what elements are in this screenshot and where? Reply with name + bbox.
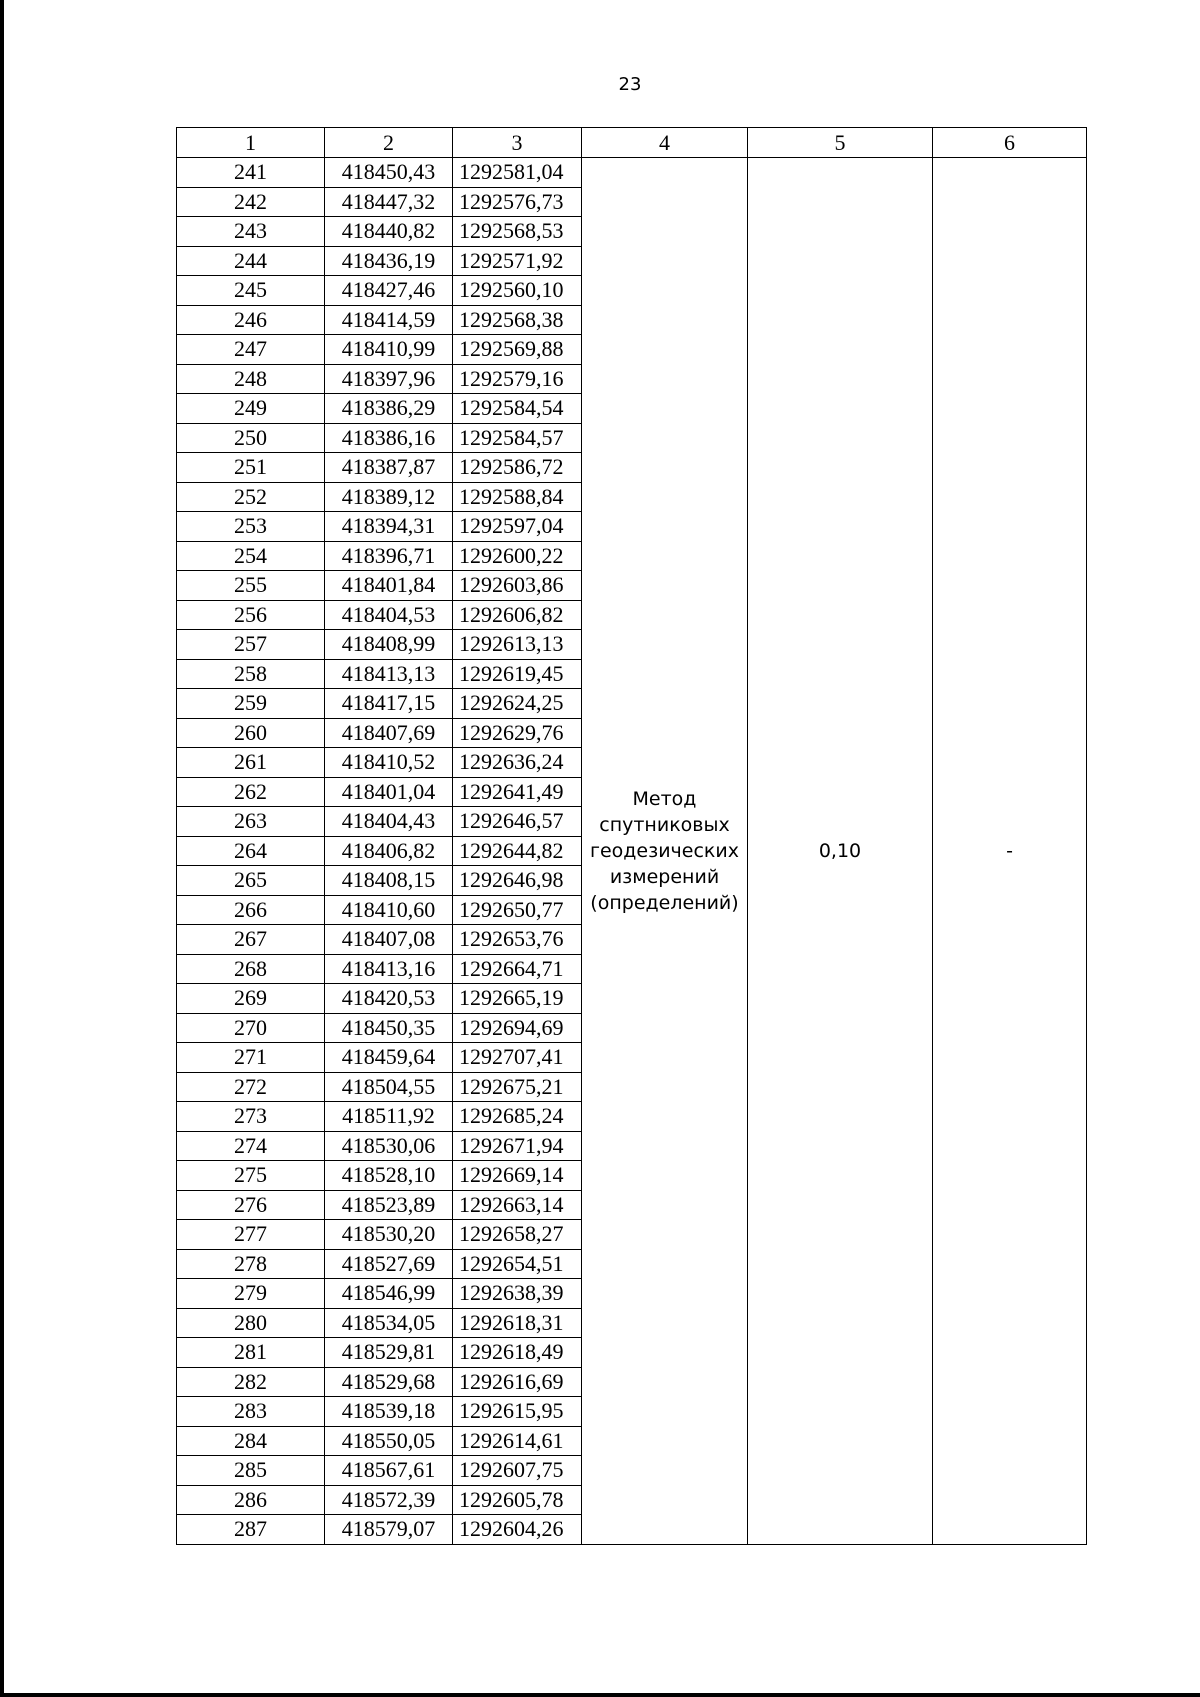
point-number-cell: 286 bbox=[177, 1485, 325, 1515]
y-coordinate-cell: 1292615,95 bbox=[453, 1397, 582, 1427]
point-number-cell: 244 bbox=[177, 246, 325, 276]
y-coordinate-cell: 1292685,24 bbox=[453, 1102, 582, 1132]
y-coordinate-cell: 1292665,19 bbox=[453, 984, 582, 1014]
y-coordinate-cell: 1292636,24 bbox=[453, 748, 582, 778]
x-coordinate-cell: 418387,87 bbox=[325, 453, 453, 483]
y-coordinate-cell: 1292629,76 bbox=[453, 718, 582, 748]
point-number-cell: 258 bbox=[177, 659, 325, 689]
point-number-cell: 245 bbox=[177, 276, 325, 306]
x-coordinate-cell: 418389,12 bbox=[325, 482, 453, 512]
x-coordinate-cell: 418410,60 bbox=[325, 895, 453, 925]
y-coordinate-cell: 1292600,22 bbox=[453, 541, 582, 571]
x-coordinate-cell: 418413,13 bbox=[325, 659, 453, 689]
point-number-cell: 256 bbox=[177, 600, 325, 630]
accuracy-cell: 0,10 bbox=[748, 158, 933, 1545]
point-number-cell: 280 bbox=[177, 1308, 325, 1338]
point-number-cell: 248 bbox=[177, 364, 325, 394]
header-col-3: 3 bbox=[453, 128, 582, 158]
x-coordinate-cell: 418504,55 bbox=[325, 1072, 453, 1102]
x-coordinate-cell: 418414,59 bbox=[325, 305, 453, 335]
y-coordinate-cell: 1292560,10 bbox=[453, 276, 582, 306]
point-number-cell: 250 bbox=[177, 423, 325, 453]
y-coordinate-cell: 1292664,71 bbox=[453, 954, 582, 984]
y-coordinate-cell: 1292581,04 bbox=[453, 158, 582, 188]
y-coordinate-cell: 1292606,82 bbox=[453, 600, 582, 630]
point-number-cell: 287 bbox=[177, 1515, 325, 1545]
point-number-cell: 284 bbox=[177, 1426, 325, 1456]
method-text-line: (определений) bbox=[590, 891, 739, 914]
header-col-6: 6 bbox=[933, 128, 1087, 158]
point-number-cell: 255 bbox=[177, 571, 325, 601]
y-coordinate-cell: 1292675,21 bbox=[453, 1072, 582, 1102]
page-number: 23 bbox=[618, 74, 642, 95]
point-number-cell: 265 bbox=[177, 866, 325, 896]
point-number-cell: 274 bbox=[177, 1131, 325, 1161]
y-coordinate-cell: 1292605,78 bbox=[453, 1485, 582, 1515]
x-coordinate-cell: 418447,32 bbox=[325, 187, 453, 217]
table-row bbox=[177, 158, 1087, 188]
x-coordinate-cell: 418529,81 bbox=[325, 1338, 453, 1368]
coordinates-table bbox=[176, 127, 1087, 1545]
point-number-cell: 282 bbox=[177, 1367, 325, 1397]
column-6-cell: - bbox=[933, 158, 1087, 1545]
x-coordinate-cell: 418528,10 bbox=[325, 1161, 453, 1191]
point-number-cell: 268 bbox=[177, 954, 325, 984]
point-number-cell: 273 bbox=[177, 1102, 325, 1132]
point-number-cell: 261 bbox=[177, 748, 325, 778]
point-number-cell: 242 bbox=[177, 187, 325, 217]
point-number-cell: 278 bbox=[177, 1249, 325, 1279]
point-number-cell: 243 bbox=[177, 217, 325, 247]
point-number-cell: 262 bbox=[177, 777, 325, 807]
y-coordinate-cell: 1292607,75 bbox=[453, 1456, 582, 1486]
y-coordinate-cell: 1292624,25 bbox=[453, 689, 582, 719]
x-coordinate-cell: 418534,05 bbox=[325, 1308, 453, 1338]
y-coordinate-cell: 1292638,39 bbox=[453, 1279, 582, 1309]
y-coordinate-cell: 1292618,49 bbox=[453, 1338, 582, 1368]
y-coordinate-cell: 1292579,16 bbox=[453, 364, 582, 394]
y-coordinate-cell: 1292650,77 bbox=[453, 895, 582, 925]
x-coordinate-cell: 418407,69 bbox=[325, 718, 453, 748]
y-coordinate-cell: 1292614,61 bbox=[453, 1426, 582, 1456]
method-cell bbox=[582, 158, 748, 1545]
point-number-cell: 257 bbox=[177, 630, 325, 660]
x-coordinate-cell: 418420,53 bbox=[325, 984, 453, 1014]
x-coordinate-cell: 418404,43 bbox=[325, 807, 453, 837]
x-coordinate-cell: 418410,99 bbox=[325, 335, 453, 365]
header-col-4: 4 bbox=[582, 128, 748, 158]
y-coordinate-cell: 1292694,69 bbox=[453, 1013, 582, 1043]
point-number-cell: 275 bbox=[177, 1161, 325, 1191]
method-text-line: Метод bbox=[632, 787, 697, 810]
x-coordinate-cell: 418450,35 bbox=[325, 1013, 453, 1043]
point-number-cell: 263 bbox=[177, 807, 325, 837]
y-coordinate-cell: 1292588,84 bbox=[453, 482, 582, 512]
point-number-cell: 264 bbox=[177, 836, 325, 866]
scan-border-bottom bbox=[0, 1693, 1200, 1697]
point-number-cell: 281 bbox=[177, 1338, 325, 1368]
y-coordinate-cell: 1292619,45 bbox=[453, 659, 582, 689]
point-number-cell: 254 bbox=[177, 541, 325, 571]
x-coordinate-cell: 418401,84 bbox=[325, 571, 453, 601]
x-coordinate-cell: 418386,16 bbox=[325, 423, 453, 453]
x-coordinate-cell: 418413,16 bbox=[325, 954, 453, 984]
y-coordinate-cell: 1292669,14 bbox=[453, 1161, 582, 1191]
x-coordinate-cell: 418529,68 bbox=[325, 1367, 453, 1397]
y-coordinate-cell: 1292604,26 bbox=[453, 1515, 582, 1545]
point-number-cell: 267 bbox=[177, 925, 325, 955]
y-coordinate-cell: 1292618,31 bbox=[453, 1308, 582, 1338]
point-number-cell: 271 bbox=[177, 1043, 325, 1073]
y-coordinate-cell: 1292671,94 bbox=[453, 1131, 582, 1161]
y-coordinate-cell: 1292569,88 bbox=[453, 335, 582, 365]
x-coordinate-cell: 418397,96 bbox=[325, 364, 453, 394]
x-coordinate-cell: 418386,29 bbox=[325, 394, 453, 424]
y-coordinate-cell: 1292644,82 bbox=[453, 836, 582, 866]
x-coordinate-cell: 418436,19 bbox=[325, 246, 453, 276]
method-text-line: геодезических bbox=[589, 839, 739, 862]
header-col-1: 1 bbox=[177, 128, 325, 158]
method-text-line: спутниковых bbox=[599, 813, 730, 836]
method-text-line: измерений bbox=[609, 865, 720, 888]
header-row bbox=[177, 128, 1087, 158]
point-number-cell: 269 bbox=[177, 984, 325, 1014]
point-number-cell: 283 bbox=[177, 1397, 325, 1427]
point-number-cell: 260 bbox=[177, 718, 325, 748]
y-coordinate-cell: 1292568,53 bbox=[453, 217, 582, 247]
x-coordinate-cell: 418530,06 bbox=[325, 1131, 453, 1161]
x-coordinate-cell: 418527,69 bbox=[325, 1249, 453, 1279]
x-coordinate-cell: 418579,07 bbox=[325, 1515, 453, 1545]
x-coordinate-cell: 418530,20 bbox=[325, 1220, 453, 1250]
header-col-2: 2 bbox=[325, 128, 453, 158]
x-coordinate-cell: 418546,99 bbox=[325, 1279, 453, 1309]
x-coordinate-cell: 418459,64 bbox=[325, 1043, 453, 1073]
y-coordinate-cell: 1292576,73 bbox=[453, 187, 582, 217]
y-coordinate-cell: 1292584,57 bbox=[453, 423, 582, 453]
y-coordinate-cell: 1292663,14 bbox=[453, 1190, 582, 1220]
y-coordinate-cell: 1292603,86 bbox=[453, 571, 582, 601]
point-number-cell: 276 bbox=[177, 1190, 325, 1220]
y-coordinate-cell: 1292568,38 bbox=[453, 305, 582, 335]
table-body bbox=[177, 158, 1087, 1545]
x-coordinate-cell: 418417,15 bbox=[325, 689, 453, 719]
x-coordinate-cell: 418401,04 bbox=[325, 777, 453, 807]
point-number-cell: 253 bbox=[177, 512, 325, 542]
y-coordinate-cell: 1292646,57 bbox=[453, 807, 582, 837]
x-coordinate-cell: 418450,43 bbox=[325, 158, 453, 188]
x-coordinate-cell: 418427,46 bbox=[325, 276, 453, 306]
y-coordinate-cell: 1292597,04 bbox=[453, 512, 582, 542]
point-number-cell: 251 bbox=[177, 453, 325, 483]
point-number-cell: 247 bbox=[177, 335, 325, 365]
x-coordinate-cell: 418408,99 bbox=[325, 630, 453, 660]
x-coordinate-cell: 418572,39 bbox=[325, 1485, 453, 1515]
x-coordinate-cell: 418408,15 bbox=[325, 866, 453, 896]
y-coordinate-cell: 1292613,13 bbox=[453, 630, 582, 660]
header-col-5: 5 bbox=[748, 128, 933, 158]
y-coordinate-cell: 1292641,49 bbox=[453, 777, 582, 807]
x-coordinate-cell: 418539,18 bbox=[325, 1397, 453, 1427]
x-coordinate-cell: 418523,89 bbox=[325, 1190, 453, 1220]
y-coordinate-cell: 1292584,54 bbox=[453, 394, 582, 424]
point-number-cell: 270 bbox=[177, 1013, 325, 1043]
y-coordinate-cell: 1292586,72 bbox=[453, 453, 582, 483]
y-coordinate-cell: 1292707,41 bbox=[453, 1043, 582, 1073]
point-number-cell: 249 bbox=[177, 394, 325, 424]
scan-border-left bbox=[0, 0, 4, 1697]
point-number-cell: 279 bbox=[177, 1279, 325, 1309]
y-coordinate-cell: 1292654,51 bbox=[453, 1249, 582, 1279]
x-coordinate-cell: 418550,05 bbox=[325, 1426, 453, 1456]
x-coordinate-cell: 418410,52 bbox=[325, 748, 453, 778]
y-coordinate-cell: 1292616,69 bbox=[453, 1367, 582, 1397]
point-number-cell: 272 bbox=[177, 1072, 325, 1102]
x-coordinate-cell: 418394,31 bbox=[325, 512, 453, 542]
point-number-cell: 277 bbox=[177, 1220, 325, 1250]
x-coordinate-cell: 418440,82 bbox=[325, 217, 453, 247]
y-coordinate-cell: 1292658,27 bbox=[453, 1220, 582, 1250]
point-number-cell: 259 bbox=[177, 689, 325, 719]
x-coordinate-cell: 418396,71 bbox=[325, 541, 453, 571]
y-coordinate-cell: 1292571,92 bbox=[453, 246, 582, 276]
y-coordinate-cell: 1292646,98 bbox=[453, 866, 582, 896]
point-number-cell: 246 bbox=[177, 305, 325, 335]
x-coordinate-cell: 418406,82 bbox=[325, 836, 453, 866]
y-coordinate-cell: 1292653,76 bbox=[453, 925, 582, 955]
x-coordinate-cell: 418511,92 bbox=[325, 1102, 453, 1132]
point-number-cell: 266 bbox=[177, 895, 325, 925]
point-number-cell: 285 bbox=[177, 1456, 325, 1486]
x-coordinate-cell: 418404,53 bbox=[325, 600, 453, 630]
x-coordinate-cell: 418407,08 bbox=[325, 925, 453, 955]
point-number-cell: 252 bbox=[177, 482, 325, 512]
point-number-cell: 241 bbox=[177, 158, 325, 188]
x-coordinate-cell: 418567,61 bbox=[325, 1456, 453, 1486]
